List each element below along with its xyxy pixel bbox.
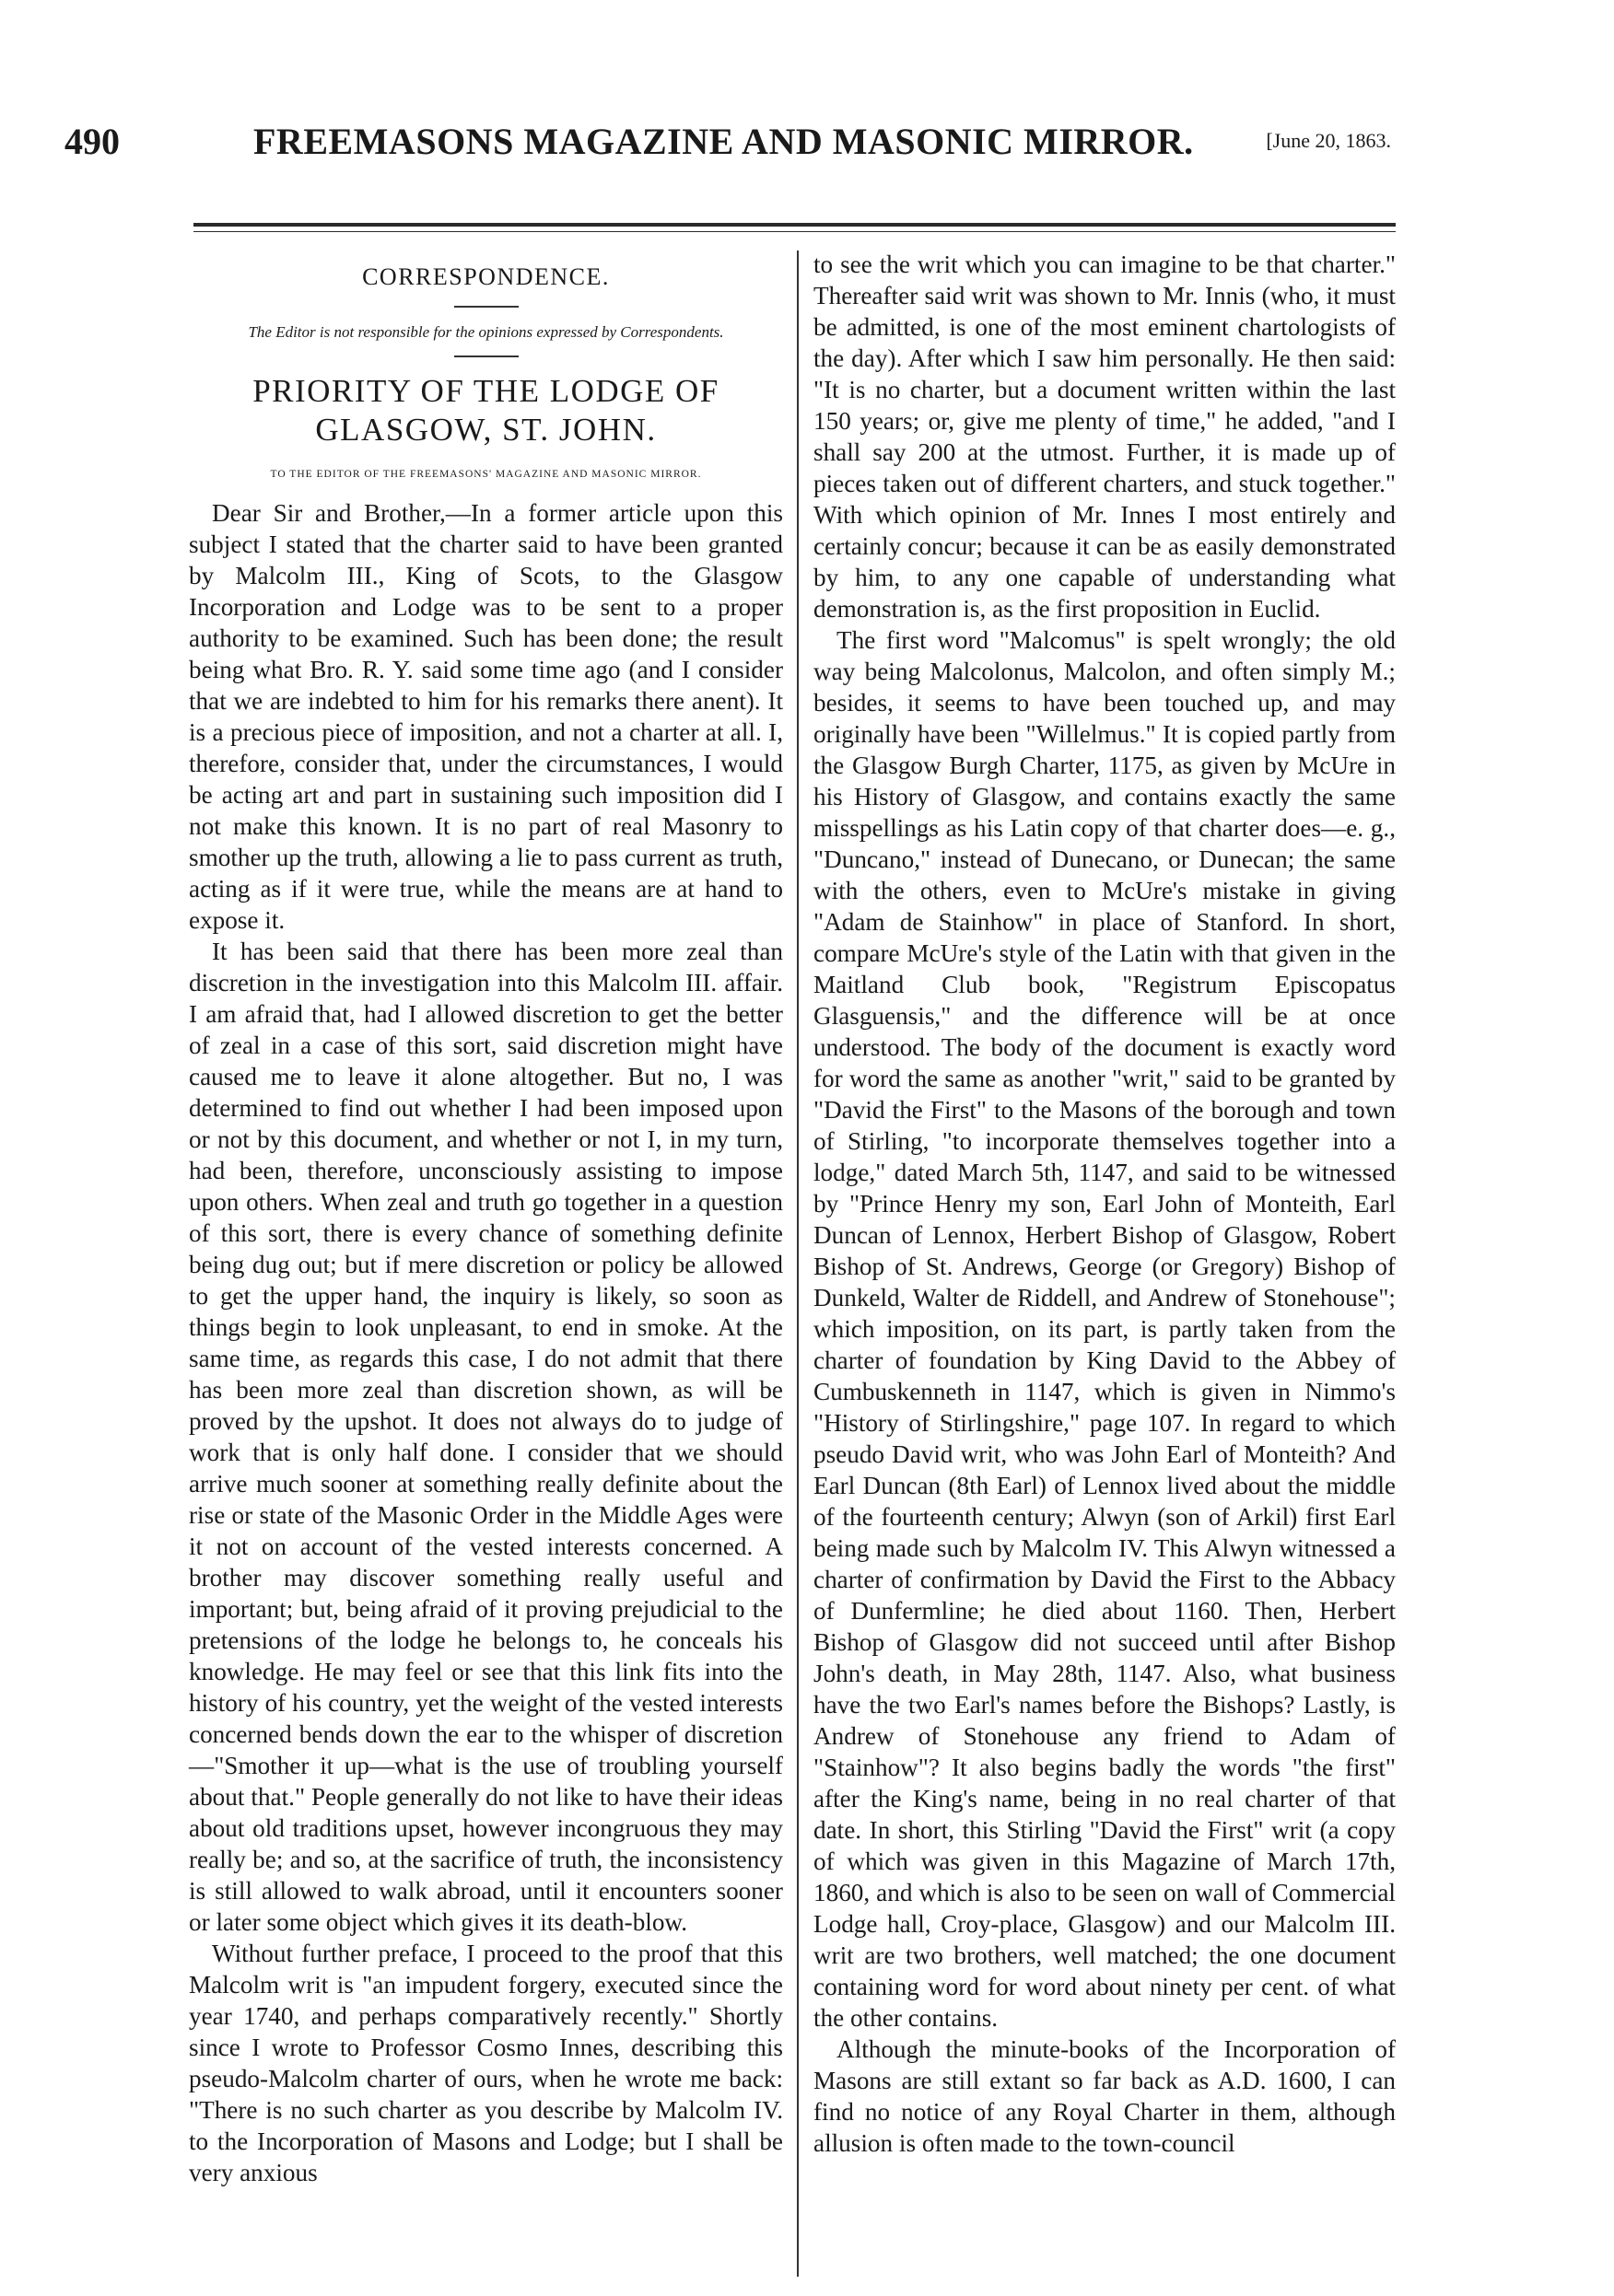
issue-date: [June 20, 1863. bbox=[1266, 129, 1391, 152]
addressee-line: TO THE EDITOR OF THE FREEMASONS' MAGAZINE AND MASONIC MIRROR. bbox=[270, 469, 702, 480]
body-paragraph: It has been said that there has been more zeal than discretion in the investigation into this Malcolm III. affair. I am afraid that, had I allowed discretion to get the better of zeal in a case of this sort, said discretion might have caused me to leave it alone altogether. But no, I was determined to find out whether I had been imposed upon or not by this document, and whether or not I, in my turn, had been, therefore, unconsciously assisting to impose upon others. When zeal and truth go together in a question of this sort, there is every chance of something definite being dug out; but if mere discretion or policy be allowed to get the upper hand, the inquiry is likely, so soon as things begin to look unpleasant, to end in smoke. At the same time, as regards this case, I do not admit that there has been more zeal than discretion shown, as will be proved by the upshot. It does not always do to judge of work that is only half done. I consider that we should arrive much sooner at something really definite about the rise or state of the Masonic Order in the Middle Ages were it not on account of the vested interests concerned. A brother may discover something really useful and important; but, being afraid of it proving prejudicial to the pretensions of the lodge he belongs to, he conceals his knowledge. He may feel or see that this link fits into the history of his country, yet the weight of the vested interests concerned bends down the ear to the whisper of discretion—"Smother it up—what is the use of troubling yourself about that." People generally do not like to have their ideas about old traditions upset, however incongruous they may really be; and so, at the sacrifice of truth, the inconsistency is still allowed to walk abroad, until it encounters sooner or later some object which gives it its death-blow. bbox=[189, 938, 783, 1936]
body-paragraph: Dear Sir and Brother,—In a former article upon this subject I stated that the charter said to have been granted by Malcolm III., King of Scots, to the Glasgow Incorporation and Lodge was to be sent to a proper authority to be examined. Such has been done; the result being what Bro. R. Y. said some time ago (and I consider that we are indebted to him for his remarks there anent). It is a precious piece of imposition, and not a charter at all. I, therefore, consider that, under the circumstances, I would be acting art and part in sustaining such imposition did I not make this known. It is no part of real Masonry to smother up the truth, allowing a lie to pass current as truth, acting as if it were true, while the means are at hand to expose it. bbox=[189, 499, 783, 934]
column-divider bbox=[797, 251, 799, 2277]
body-paragraph: Without further preface, I proceed to the proof that this Malcolm writ is "an impudent forgery, executed since the year 1740, and perhaps comparatively recently." Shortly since I wrote to Professor Cosmo Innes, describing this pseudo-Malcolm charter of ours, when he wrote me back: "There is no such charter as you describe by Malcolm IV. to the Incorporation of Masons and Lodge; but I shall be very anxious bbox=[189, 1940, 783, 2186]
section-rule bbox=[454, 355, 519, 357]
right-column bbox=[813, 249, 1396, 2159]
section-heading: CORRESPONDENCE. bbox=[362, 263, 610, 290]
header-rule-thick bbox=[193, 223, 1396, 227]
article-title: PRIORITY OF THE LODGE OF GLASGOW, ST. JOHN. bbox=[252, 373, 719, 448]
page-header bbox=[64, 120, 1391, 175]
magazine-title: FREEMASONS MAGAZINE AND MASONIC MIRROR. bbox=[253, 121, 1194, 162]
body-paragraph: The first word "Malcomus" is spelt wrongly; the old way being Malcolonus, Malcolon, and often simply M.; besides, it seems to have been touched up, and may originally have been "Willelmus." It is copied partly from the Glasgow Burgh Charter, 1175, as given by McUre in his History of Glasgow, and contains exactly the same misspellings as his Latin copy of that charter does—e. g., "Duncano," instead of Dunecano, or Dunecan; the same with the others, even to McUre's mistake in giving "Adam de Stainhow" in place of Stanford. In short, compare McUre's style of the Latin with that given in the Maitland Club book, "Registrum Episcopatus Glasguensis," and the difference will be at once understood. The body of the document is exactly word for word the same as another "writ," said to be granted by "David the First" to the Masons of the borough and town of Stirling, "to incorporate themselves together into a lodge," dated March 5th, 1147, and said to be witnessed by "Prince Henry my son, Earl John of Monteith, Earl Duncan of Lennox, Herbert Bishop of Glasgow, Robert Bishop of St. Andrews, George (or Gregory) Bishop of Dunkeld, Walter de Riddell, and Andrew of Stonehouse"; which imposition, on its part, is partly taken from the charter of foundation by King David to the Abbey of Cumbuskenneth in 1147, which is given in Nimmo's "History of Stirlingshire," page 107. In regard to which pseudo David writ, who was John Earl of Monteith? And Earl Duncan (8th Earl) of Lennox lived about the middle of the fourteenth century; Alwyn (son of Arkil) first Earl being made such by Malcolm IV. This Alwyn witnessed a charter of confirmation by David the First to the Abbacy of Dunfermline; he died about 1160. Then, Herbert Bishop of Glasgow did not succeed until after Bishop John's death, in May 28th, 1147. Also, what business have the two Earl's names before the Bishops? Lastly, is Andrew of Stonehouse any friend to Adam of "Stainhow"? It also begins badly the words "the first" after the King's name, being in no real charter of that date. In short, this Stirling "David the First" writ (a copy of which was given in this Magazine of March 17th, 1860, and which is also to be seen on wall of Commercial Lodge hall, Croy-place, Glasgow) and our Malcolm III. writ are two brothers, well matched; the one document containing word for word about ninety per cent. of what the other contains. bbox=[813, 626, 1396, 2032]
header-rule-thin bbox=[193, 231, 1396, 232]
left-column bbox=[189, 249, 783, 2188]
editor-note: The Editor is not responsible for the opinions expressed by Correspondents. bbox=[248, 323, 724, 341]
body-paragraph: Although the minute-books of the Incorporation of Masons are still extant so far back as A.D. 1600, I can find no notice of any Royal Charter in them, although allusion is often made to the town-council bbox=[813, 2035, 1396, 2157]
body-paragraph: to see the writ which you can imagine to be that charter." Thereafter said writ was shown to Mr. Innis (who, it must be admitted, is one of the most eminent chartologists of the day). After which I saw him personally. He then said: "It is no charter, but a document written within the last 150 years; or, give me plenty of time," he added, "and I shall say 200 at the utmost. Further, it is made up of pieces taken out of different charters, and stuck together." With which opinion of Mr. Innes I most entirely and certainly concur; because it can be as easily demonstrated by him, to any one capable of understanding what demonstration is, as the first proposition in Euclid. bbox=[813, 251, 1396, 623]
page-number: 490 bbox=[64, 121, 120, 162]
section-rule bbox=[454, 306, 519, 308]
